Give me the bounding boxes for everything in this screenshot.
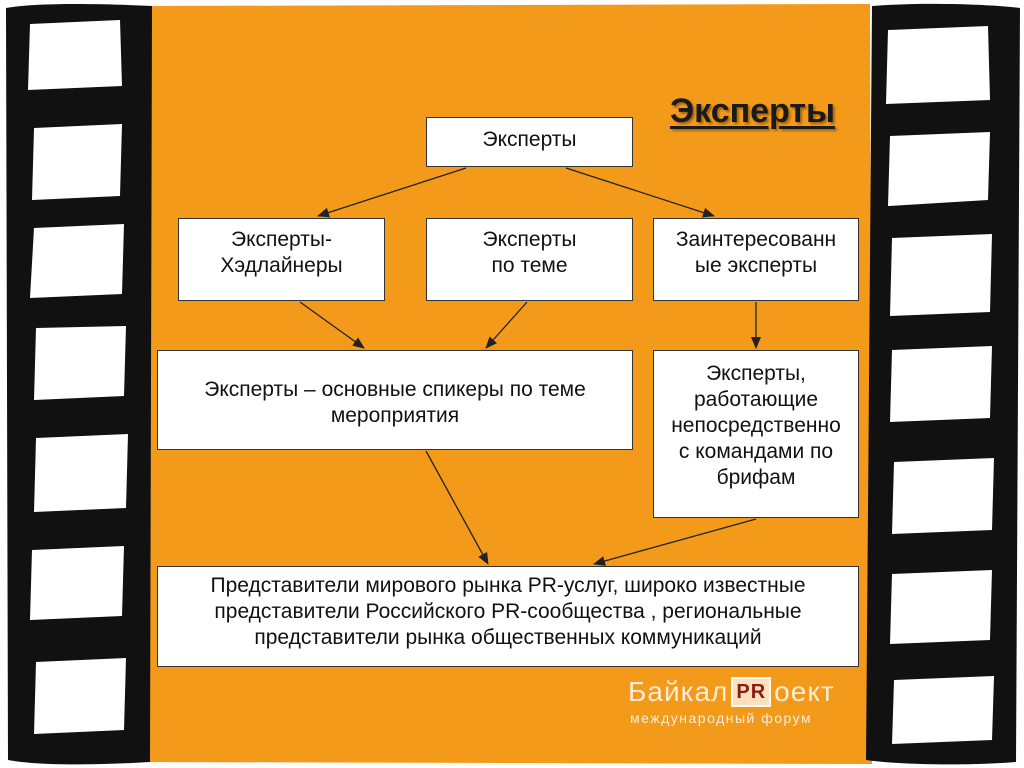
sprocket-hole	[890, 570, 992, 644]
node-headliners-label: Эксперты- Хэдлайнеры	[220, 228, 343, 277]
sprocket-hole	[888, 132, 990, 206]
node-brief-experts	[653, 350, 859, 518]
node-experts-label: Эксперты	[482, 128, 577, 151]
node-representatives-label: Представители мирового рынка PR-услуг, широко известные представители Российского PR-сообщества , региональные представители рынка общественных коммуникаций	[210, 574, 806, 649]
node-headliners	[178, 218, 385, 301]
sprocket-hole	[890, 346, 992, 422]
sprocket-hole	[32, 124, 122, 200]
sprocket-hole	[28, 20, 122, 90]
sprocket-hole	[34, 326, 126, 400]
node-representatives	[157, 566, 859, 667]
node-main-speakers-label: Эксперты – основные спикеры по теме мероприятия	[204, 378, 586, 427]
node-topic-experts	[426, 218, 633, 301]
sprocket-hole	[30, 546, 124, 620]
sprocket-hole	[34, 658, 126, 734]
logo-subtitle: международный форум	[630, 710, 813, 726]
sprocket-hole	[34, 434, 128, 512]
sprocket-hole	[890, 234, 992, 316]
logo-name-right: оект	[774, 676, 835, 707]
node-interested-experts	[653, 218, 859, 301]
sprocket-hole	[892, 676, 994, 744]
page-title: Эксперты	[669, 92, 836, 130]
baikal-pr-logo	[628, 676, 868, 736]
sprocket-hole	[892, 458, 994, 534]
sprocket-hole	[886, 26, 990, 104]
logo-wordmark	[628, 676, 835, 708]
logo-name-left: Байкал	[628, 676, 729, 707]
sprocket-hole	[30, 224, 124, 298]
node-topic-experts-label: Эксперты по теме	[482, 228, 577, 277]
node-interested-experts-label: Заинтересованн ые эксперты	[675, 228, 837, 277]
node-experts	[426, 117, 633, 167]
node-main-speakers	[157, 350, 633, 450]
node-brief-experts-label: Эксперты, работающие непосредственно с командами по брифам	[671, 362, 841, 489]
logo-pr-mark: PR	[731, 677, 771, 707]
